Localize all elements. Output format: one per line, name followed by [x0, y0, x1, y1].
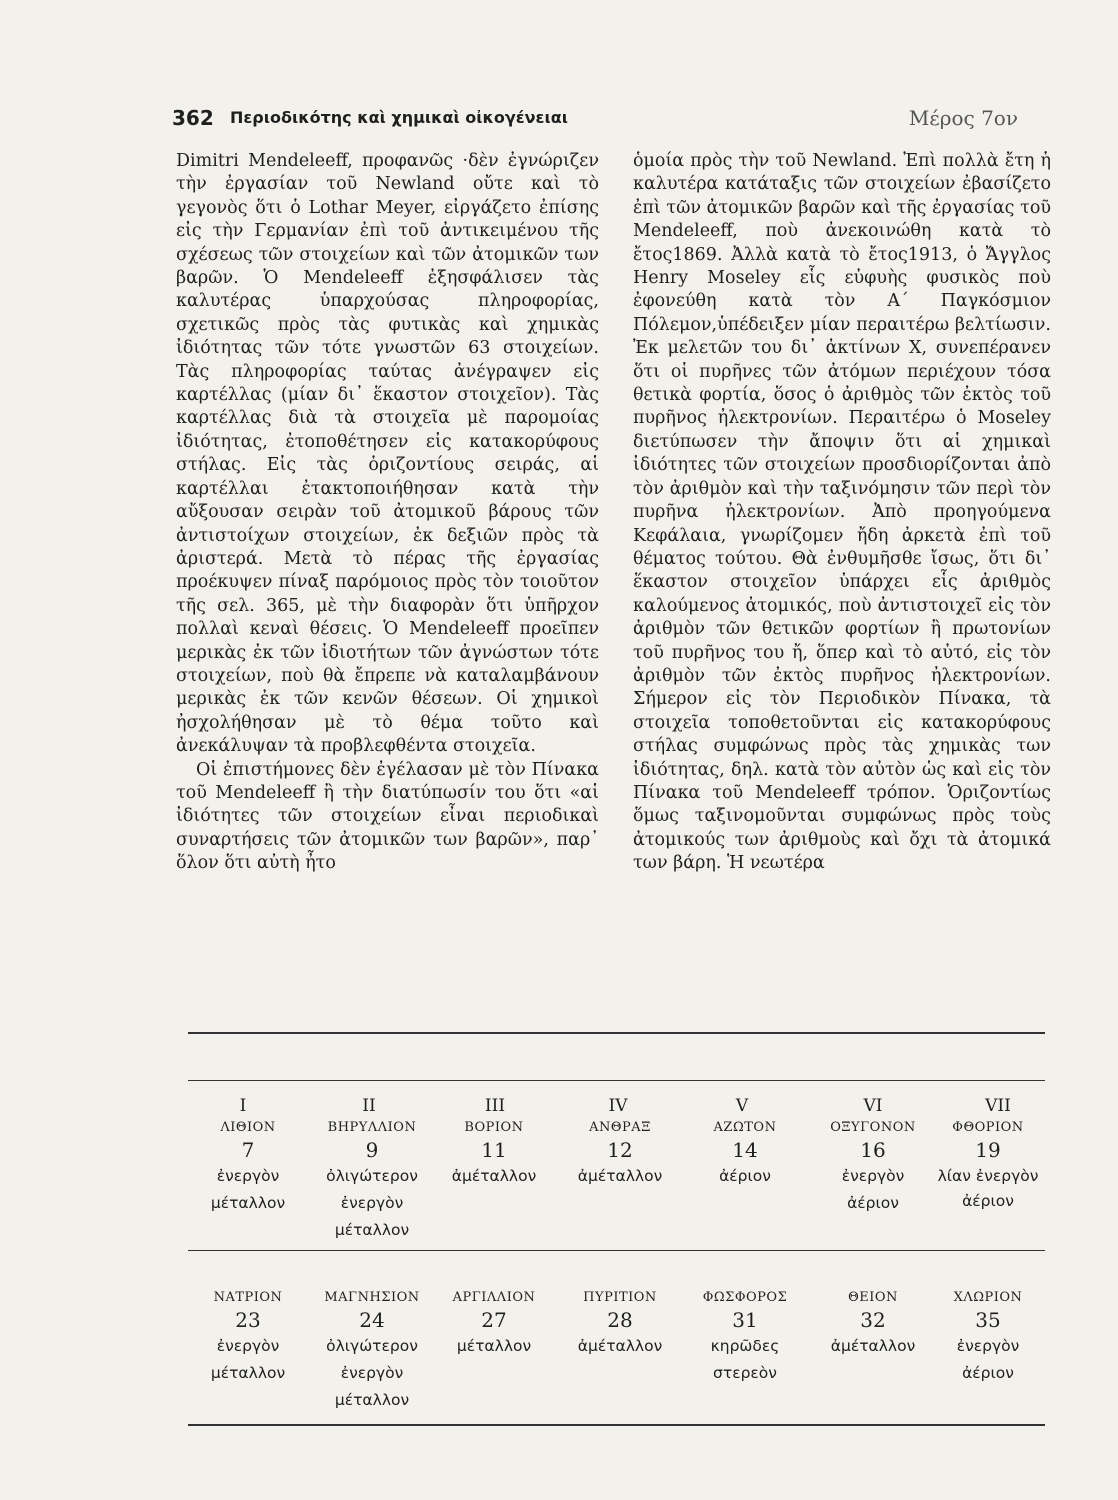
element-name: ΧΛΩΡΙΟΝ	[953, 1290, 1023, 1305]
element-property: ἐνεργὸν	[340, 1364, 404, 1382]
element-name: ΑΖΩΤΟΝ	[713, 1120, 777, 1135]
element-property: μέταλλον	[334, 1221, 410, 1239]
element-property: ἐνεργὸν	[340, 1194, 404, 1212]
element-name: ΑΡΓΙΛΛΙΟΝ	[452, 1290, 536, 1305]
group-numeral: IV	[608, 1096, 628, 1116]
atomic-weight: 28	[607, 1308, 633, 1332]
element-cell	[302, 1120, 442, 1243]
element-cell	[675, 1290, 815, 1386]
element-cell	[803, 1290, 943, 1359]
atomic-weight: 27	[481, 1308, 507, 1332]
element-name: ΜΑΓΝΗΣΙΟΝ	[324, 1290, 420, 1305]
element-property: ἐνεργὸν	[216, 1337, 280, 1355]
element-property: μέταλλον	[210, 1364, 286, 1382]
element-cell	[424, 1120, 564, 1189]
element-name: ΦΘΟΡΙΟΝ	[952, 1120, 1024, 1135]
atomic-weight: 7	[241, 1138, 255, 1162]
paragraph: ὁμοία πρὸς τὴν τοῦ Newland. Ἐπὶ πολλὰ ἔτη ἡ καλυτέρα κατάταξις τῶν στοιχείων ἐβασίζετο ἐπὶ τῶν ἀτομικῶν βαρῶν καὶ τῆς ἐργασίας τοῦ Mendeleeff, ποὺ ἀνεκοινώθη κατὰ τὸ ἔτος1869. Ἀλλὰ κατὰ τὸ ἔτος1913, ὁ Ἄγγλος Henry Moseley εἷς εὐφυὴς φυσικὸς ποὺ ἐφονεύθη κατὰ τὸν Α΄ Παγκόσμιον Πόλεμον,ὑπέδειξεν μίαν περαιτέρω βελτίωσιν. Ἐκ μελετῶν του δι᾽ ἀκτίνων Χ, συνεπέρανεν ὅτι οἱ πυρῆνες τῶν ἀτόμων περιέχουν τόσα θετικὰ φορτία, ὅσος ὁ ἀριθμὸς τῶν ἐκτὸς τοῦ πυρῆνος ἠλεκτρονίων. Περαιτέρω ὁ Moseley διετύπωσεν τὴν ἄποψιν ὅτι αἱ χημικαὶ ἰδιότητες τῶν στοιχείων προσδιορίζονται ἀπὸ τὸν ἀριθμὸν καὶ τὴν ταξινόμησιν τῶν περὶ τὸν πυρῆνα ἠλεκτρονίων. Ἀπὸ προηγούμενα Κεφάλαια, γνωρίζομεν ἤδη ἀρκετὰ ἐπὶ τοῦ θέματος τούτου. Θὰ ἐνθυμῆσθε ἴσως, ὅτι δι᾽ ἕκαστον στοιχεῖον ὑπάρχει εἷς ἀριθμὸς καλούμενος ἀτομικός, ποὺ ἀντιστοιχεῖ εἰς τὸν ἀριθμὸν τῶν θετικῶν φορτίων ἢ πρωτονίων τοῦ πυρῆνος του ἤ, ὅπερ καὶ τὸ αὐτό, εἰς τὸν ἀριθμὸν τῶν ἐκτὸς πυρῆνος ἠλεκτρονίων. Σήμερον εἰς τὸν Περιοδικὸν Πίνακα, τὰ στοιχεῖα τοποθετοῦνται εἰς κατακορύφους στήλας συμφώνως πρὸς τὰς χημικὰς των ἰδιότητας, δηλ. κατὰ τὸν αὐτὸν ὡς καὶ εἰς τὸν Πίνακα τοῦ Mendeleeff τρόπον. Ὁριζοντίως ὅμως ταξινομοῦνται συμφώνως πρὸς τοὺς ἀτομικούς των ἀριθμοὺς καὶ ὄχι τὰ ἀτομικά των βάρη. Ἡ νεωτέρα	[633, 151, 1051, 874]
element-property: ἀμέταλλον	[577, 1167, 663, 1185]
element-property: ἀμέταλλον	[451, 1167, 537, 1185]
atomic-weight: 24	[359, 1308, 385, 1332]
atomic-weight: 19	[975, 1138, 1001, 1162]
element-property: στερεὸν	[713, 1364, 777, 1382]
atomic-weight: 31	[732, 1308, 758, 1332]
element-name: ΟΞΥΓΟΝΟΝ	[830, 1120, 916, 1135]
element-property: ἐνεργὸν	[956, 1337, 1020, 1355]
group-numeral: VI	[863, 1096, 883, 1116]
part-label: Μέρος 7ον	[908, 106, 1018, 130]
element-property: ἀέριον	[719, 1167, 771, 1185]
group-numeral: II	[362, 1096, 376, 1116]
atomic-weight: 32	[860, 1308, 886, 1332]
table-bottom-rule	[188, 1424, 1045, 1426]
group-numeral: V	[735, 1096, 749, 1116]
group-numeral: III	[484, 1096, 506, 1116]
element-cell	[302, 1290, 442, 1413]
paragraph: Οἱ ἐπιστήμονες δὲν ἐγέλασαν μὲ τὸν Πίνακα τοῦ Mendeleeff ἢ τὴν διατύπωσίν του ὅτι «αἱ ἰδιότητες τῶν στοιχείων εἶναι περιοδικαὶ συναρτήσεις τῶν ἀτομικῶν των βαρῶν», παρ᾽ ὅλον ὅτι αὐτὴ ἦτο	[176, 759, 599, 874]
element-property: ἀέριον	[847, 1194, 899, 1212]
element-cell	[929, 1290, 1047, 1386]
element-name: ΦΩΣΦΟΡΟΣ	[702, 1290, 788, 1305]
element-cell	[929, 1120, 1047, 1214]
element-name: ΝΑΤΡΙΟΝ	[213, 1290, 283, 1305]
element-property: μέταλλον	[456, 1337, 532, 1355]
element-cell	[178, 1120, 318, 1216]
element-name: ΒΟΡΙΟΝ	[464, 1120, 524, 1135]
element-property: ὀλιγώτερον	[326, 1167, 418, 1185]
atomic-weight: 12	[607, 1138, 633, 1162]
element-property: ἀέριον	[962, 1364, 1014, 1382]
element-property: ἐνεργὸν	[216, 1167, 280, 1185]
element-name: ΘΕΙΟΝ	[848, 1290, 898, 1305]
element-property: λίαν ἐνεργὸν ἀέριον	[937, 1167, 1039, 1210]
element-cell	[424, 1290, 564, 1359]
element-name: ΑΝΘΡΑΞ	[589, 1120, 651, 1135]
group-numeral: I	[239, 1096, 247, 1116]
element-property: ἐνεργὸν	[841, 1167, 905, 1185]
element-name: ΠΥΡΙΤΙΟΝ	[583, 1290, 657, 1305]
element-cell	[675, 1120, 815, 1189]
right-text-column	[633, 150, 1051, 876]
group-numeral: VII	[985, 1096, 1011, 1116]
left-text-column	[176, 150, 599, 876]
atomic-weight: 14	[732, 1138, 758, 1162]
atomic-weight: 16	[860, 1138, 886, 1162]
element-property: κηρῶδες	[710, 1337, 780, 1355]
atomic-weight: 11	[481, 1138, 507, 1162]
table-header-rule	[188, 1080, 1045, 1081]
atomic-weight: 9	[365, 1138, 379, 1162]
paragraph: Dimitri Mendeleeff, προφανῶς ·δὲν ἐγνώριζεν τὴν ἐργασίαν τοῦ Newland οὔτε καὶ τὸ γεγονὸς ὅτι ὁ Lothar Meyer, εἰργάζετο ἐπίσης εἰς τὴν Γερμανίαν ἐπὶ τοῦ ἀντικειμένου τῆς σχέσεως τῶν στοιχείων καὶ τῶν ἀτομικῶν των βαρῶν. Ὁ Mendeleeff ἐξησφάλισεν τὰς καλυτέρας ὑπαρχούσας πληροφορίας, σχετικῶς πρὸς τὰς φυτικὰς καὶ χημικὰς ἰδιότητας τῶν τότε γνωστῶν 63 στοιχείων. Τὰς πληροφορίας ταύτας ἀνέγραψεν εἰς καρτέλλας (μίαν δι᾽ ἕκαστον στοιχεῖον). Τὰς καρτέλλας διὰ τὰ στοιχεῖα μὲ παρομοίας ἰδιότητας, ἐτοποθέτησεν εἰς κατακορύφους στήλας. Εἰς τὰς ὁριζοντίους σειράς, αἱ καρτέλλαι ἐτακτοποιήθησαν κατὰ τὴν αὔξουσαν σειρὰν τοῦ ἀτομικοῦ βάρους τῶν ἀντιστοίχων στοιχείων, ἐκ δεξιῶν πρὸς τὰ ἀριστερά. Μετὰ τὸ πέρας τῆς ἐργασίας προέκυψεν πίναξ παρόμοιος πρὸς τὸν τοιοῦτον τῆς σελ. 365, μὲ τὴν διαφορὰν ὅτι ὑπῆρχον πολλαὶ κεναὶ θέσεις. Ὁ Mendeleeff προεῖπεν μερικὰς ἐκ τῶν ἰδιοτήτων τῶν ἀγνώστων τότε στοιχείων, ποὺ θὰ ἔπρεπε νὰ καταλαμβάνουν μερικὰς ἐκ τῶν κενῶν θέσεων. Οἱ χημικοὶ ἠσχολήθησαν μὲ τὸ θέμα τοῦτο καὶ ἀνεκάλυψαν τὰ προβλεφθέντα στοιχεῖα.	[176, 151, 599, 757]
element-cell	[550, 1290, 690, 1359]
atomic-weight: 35	[975, 1308, 1001, 1332]
element-property: μέταλλον	[210, 1194, 286, 1212]
page-header	[172, 106, 1018, 136]
page-number: 362	[172, 106, 214, 130]
element-property: ἀμέταλλον	[830, 1337, 916, 1355]
running-title: Περιοδικότης καὶ χημικαὶ οἰκογένειαι	[230, 108, 568, 127]
table-top-rule	[188, 1032, 1045, 1034]
element-property: ἀμέταλλον	[577, 1337, 663, 1355]
element-name: ΒΗΡΥΛΛΙΟΝ	[327, 1120, 417, 1135]
element-property: μέταλλον	[334, 1391, 410, 1409]
element-cell	[803, 1120, 943, 1216]
element-name: ΛΙΘΙΟΝ	[220, 1120, 276, 1135]
element-property: ὀλιγώτερον	[326, 1337, 418, 1355]
table-row-divider	[188, 1250, 1045, 1251]
element-cell	[178, 1290, 318, 1386]
atomic-weight: 23	[235, 1308, 261, 1332]
element-cell	[550, 1120, 690, 1189]
